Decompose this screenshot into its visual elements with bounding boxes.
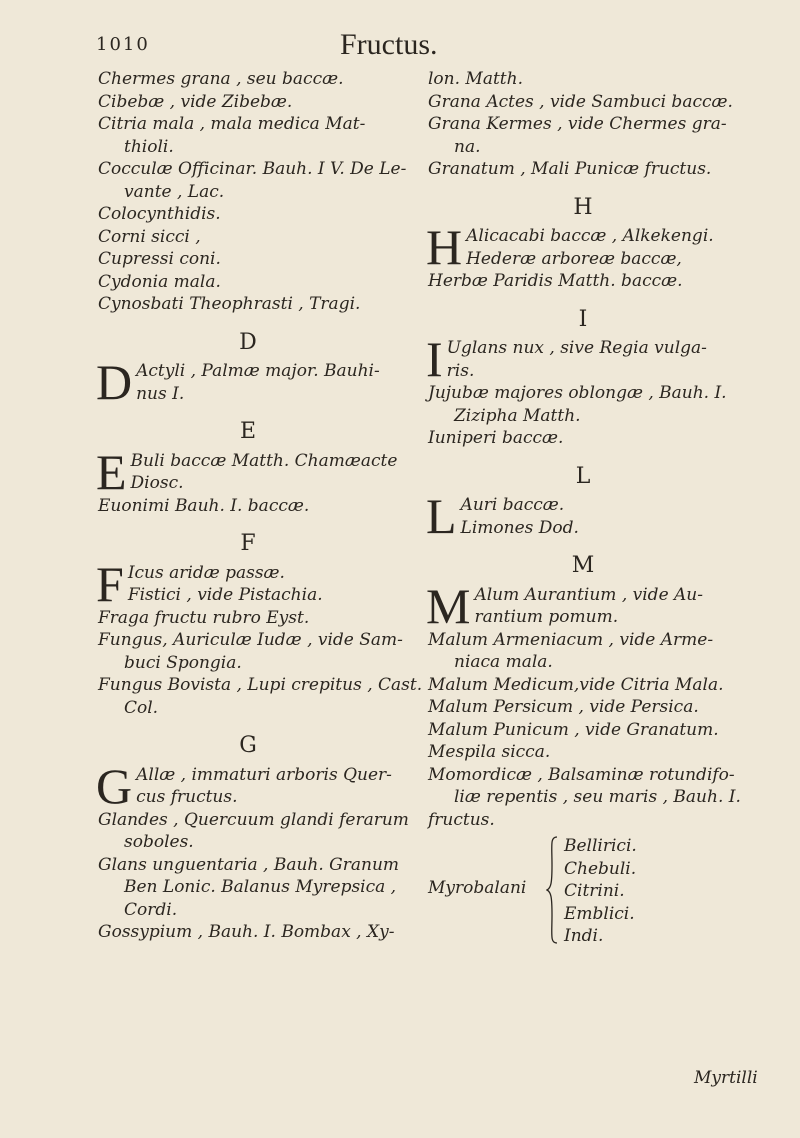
section-letter-f: F bbox=[240, 531, 256, 556]
entry-line: Cydonia mala. bbox=[98, 271, 221, 292]
drop-cap: D bbox=[96, 354, 133, 410]
entry-line: Chermes grana , seu baccæ. bbox=[98, 69, 344, 89]
entry-line: Cynosbati Theophrasti , Tragi. bbox=[98, 294, 361, 314]
myrobalani-item: Chebuli. bbox=[564, 858, 637, 879]
entry-line: Fungus Bovista , Lupi crepitus , Cast. bbox=[98, 675, 423, 695]
entry-line: Alicacabi baccæ , Alkekengi. bbox=[466, 226, 714, 246]
drop-cap: M bbox=[426, 577, 471, 634]
myrobalani-group bbox=[428, 835, 738, 953]
entry-line: Momordicæ , Balsaminæ rotundifo- bbox=[428, 764, 735, 785]
entry-line: Allæ , immaturi arboris Quer- bbox=[136, 764, 392, 785]
section-letter-h: H bbox=[573, 194, 593, 220]
entry-line: Diosc. bbox=[130, 473, 184, 493]
entry-line: Buli baccæ Matth. Chamæacte bbox=[130, 450, 398, 471]
entry-line: Actyli , Palmæ major. Bauhi- bbox=[136, 361, 380, 381]
entry-line: na. bbox=[454, 136, 481, 157]
entry-line: Ben Lonic. Balanus Myrepsica , bbox=[124, 877, 397, 897]
entry-line: vante , Lac. bbox=[124, 181, 225, 202]
entry-line: lon. Matth. bbox=[428, 69, 523, 89]
entry-line: cus fructus. bbox=[136, 787, 238, 807]
drop-cap: G bbox=[96, 757, 133, 814]
section-letter-i: I bbox=[578, 306, 588, 332]
g-continuation bbox=[428, 68, 738, 181]
entry-line: liæ repentis , seu maris , Bauh. I. bbox=[454, 787, 741, 807]
entry-line: Corni sicci , bbox=[98, 226, 201, 247]
entry-line: Limones Dod. bbox=[460, 517, 579, 538]
entry-line: thioli. bbox=[124, 136, 174, 157]
entry-line: fructus. bbox=[428, 809, 495, 830]
myrobalani-item: Emblici. bbox=[564, 903, 635, 924]
entry-line: Auri baccæ. bbox=[460, 495, 565, 515]
section-letter-d: D bbox=[239, 329, 257, 355]
entry-line: Cordi. bbox=[124, 899, 178, 920]
drop-cap: E bbox=[96, 443, 127, 500]
entry-line: soboles. bbox=[124, 832, 194, 852]
entry-line: Icus aridæ passæ. bbox=[127, 562, 285, 583]
entry-line: Malum Medicum,vide Citria Mala. bbox=[428, 674, 724, 695]
entry-line: Citria mala , mala medica Mat- bbox=[98, 114, 366, 134]
entry-line: Euonimi Bauh. I. baccæ. bbox=[98, 495, 310, 516]
entry-line: Col. bbox=[124, 697, 159, 718]
section-letter-g: G bbox=[239, 733, 257, 758]
section-f bbox=[96, 555, 423, 720]
section-letter-m: M bbox=[571, 553, 595, 578]
section-e bbox=[96, 443, 398, 518]
section-l bbox=[426, 488, 738, 544]
drop-cap: I bbox=[426, 331, 443, 387]
entry-line: Grana Kermes , vide Chermes gra- bbox=[428, 114, 727, 134]
entry-line: Malum Persicum , vide Persica. bbox=[428, 697, 699, 717]
section-m bbox=[426, 577, 741, 832]
section-g bbox=[96, 757, 409, 944]
entry-line: niaca mala. bbox=[454, 652, 553, 672]
entry-line: nus I. bbox=[136, 383, 185, 404]
catchword: Myrtilli bbox=[694, 1068, 758, 1088]
entry-line: Fungus, Auriculæ Iudæ , vide Sam- bbox=[98, 630, 403, 650]
entry-line: Hederæ arboreæ baccæ, bbox=[466, 248, 682, 269]
myrobalani-item: Indi. bbox=[564, 926, 604, 946]
entry-line: Granatum , Mali Punicæ fructus. bbox=[428, 159, 712, 179]
entry-line: Mespila sicca. bbox=[428, 742, 551, 762]
entry-line: Gossypium , Bauh. I. Bombax , Xy- bbox=[98, 922, 395, 942]
entry-line: Glandes , Quercuum glandi ferarum bbox=[98, 809, 409, 830]
entry-line: Malum Armeniacum , vide Arme- bbox=[428, 629, 714, 650]
entry-line: ris. bbox=[446, 360, 475, 381]
myrobalani-label: Myrobalani bbox=[428, 878, 527, 898]
myrobalani-item: Citrini. bbox=[564, 881, 625, 901]
section-h bbox=[426, 219, 738, 293]
entry-line: Grana Actes , vide Sambuci baccæ. bbox=[428, 91, 733, 112]
entry-line: Fistici , vide Pistachia. bbox=[127, 585, 323, 605]
entry-line: Uglans nux , sive Regia vulga- bbox=[446, 338, 707, 358]
drop-cap: F bbox=[96, 555, 124, 612]
drop-cap: L bbox=[426, 488, 457, 544]
entry-line: Glans unguentaria , Bauh. Granum bbox=[98, 854, 400, 875]
right-column bbox=[426, 68, 741, 953]
entry-line: Malum Punicum , vide Granatum. bbox=[428, 719, 719, 740]
section-d bbox=[96, 354, 398, 410]
entry-line: Zizipha Matth. bbox=[454, 405, 581, 426]
entry-line: Jujubæ majores oblongæ , Bauh. I. bbox=[428, 383, 727, 403]
entry-line: rantium pomum. bbox=[474, 607, 619, 627]
curly-brace-icon bbox=[546, 835, 558, 945]
entry-line: Cocculæ Officinar. Bauh. I V. De Le- bbox=[98, 159, 407, 179]
myrobalani-items bbox=[564, 835, 637, 948]
entry-line: Cupressi coni. bbox=[98, 249, 221, 269]
page-number: 1010 bbox=[96, 34, 150, 55]
entry-line: Iuniperi baccæ. bbox=[428, 428, 564, 448]
left-column bbox=[96, 68, 423, 944]
running-head: Fructus. bbox=[340, 28, 438, 61]
entry-line: Cibebæ , vide Zibebæ. bbox=[98, 91, 293, 112]
entry-line: Colocynthidis. bbox=[98, 204, 221, 224]
c-entries bbox=[98, 68, 407, 316]
entry-line: Alum Aurantium , vide Au- bbox=[474, 584, 703, 605]
entry-line: buci Spongia. bbox=[124, 652, 242, 673]
section-letter-e: E bbox=[239, 419, 257, 444]
entry-line: Fraga fructu rubro Eyst. bbox=[98, 607, 310, 628]
drop-cap: H bbox=[426, 219, 463, 275]
section-i bbox=[426, 331, 738, 450]
entry-line: Herbæ Paridis Matth. baccæ. bbox=[428, 271, 683, 291]
myrobalani-item: Bellirici. bbox=[564, 836, 637, 856]
section-letter-l: L bbox=[575, 463, 591, 489]
